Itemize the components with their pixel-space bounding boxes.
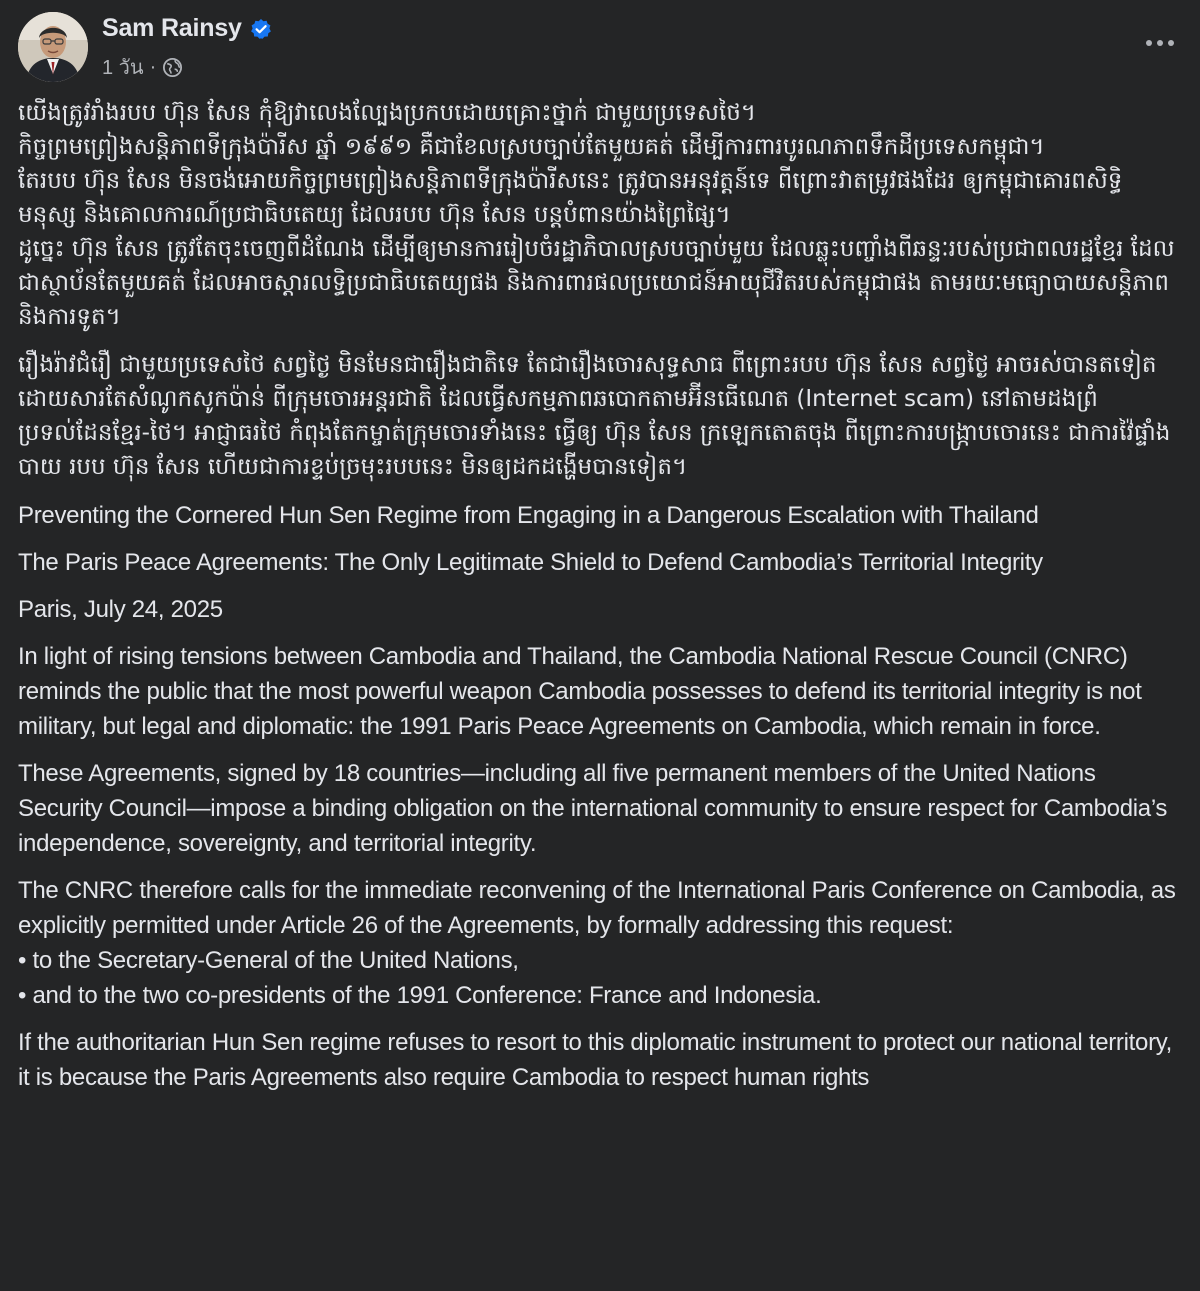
author-row <box>102 14 272 43</box>
post-timestamp[interactable]: 1 วัน <box>102 57 144 79</box>
author-name[interactable]: Sam Rainsy <box>102 14 242 42</box>
post-title-1: Preventing the Cornered Hun Sen Regime from Engaging in a Dangerous Escalation with Thailand <box>18 502 1039 529</box>
post-title-2: The Paris Peace Agreements: The Only Legitimate Shield to Defend Cambodia’s Territorial Integrity <box>18 549 1043 576</box>
body-paragraph-1: In light of rising tensions between Cambodia and Thailand, the Cambodia National Rescue Council (CNRC) reminds the public that the most powerful weapon Cambodia possesses to defend its territorial integrity is not military, but legal and diplomatic: the 1991 Paris Peace Agreements on Cambodia, which remain in force. <box>18 643 1142 740</box>
meta-separator: · <box>149 55 157 78</box>
post-meta <box>102 51 272 83</box>
body-paragraph-2: These Agreements, signed by 18 countries—including all five permanent members of the United Nations Security Council—impose a binding obligation on the international community to ensure respect for Cambodia’s independence, sovereignty, and territorial integrity. <box>18 760 1168 857</box>
post-header <box>18 12 1182 84</box>
khmer-paragraph-1: យើងត្រូវរាំងរបប ហ៊ុន សែន កុំឱ្យវាលេងល្បែងប្រកបដោយគ្រោះថ្នាក់ ជាមួយប្រទេសថៃ។ កិច្ចព្រមព្រៀងសន្តិភាពទីក្រុងប៉ារីស ឆ្នាំ ១៩៩១ គឺជាខែលស្របច្បាប់តែមួយគត់ ដើម្បីការពារបូរណភាពទឹកដីប្រទេសកម្ពុជា។ តែរបប ហ៊ុន សែន មិនចង់អោយកិច្ចព្រមព្រៀងសន្តិភាពទីក្រុងប៉ារីសនេះ ត្រូវបានអនុវត្តន៍ទេ ពីព្រោះវាតម្រូវផងដែរ ឲ្យកម្ពុជាគោរពសិទ្ធិមនុស្ស និងគោលការណ៍ប្រជាធិបតេយ្យ ដែលរបប ហ៊ុន សែន បន្តបំពានយ៉ាងព្រៃផ្សៃ។ ដូច្នេះ ហ៊ុន សែន ត្រូវតែចុះចេញពីដំណែង ដើម្បីឲ្យមានការរៀបចំរដ្ឋាភិបាលស្របច្បាប់មួយ ដែលឆ្លុះបញ្ចាំងពីឆន្ទៈរបស់ប្រជាពលរដ្ឋខ្មែរ ដែលជាស្ថាប័នតែមួយគត់ ដែលអាចស្តារលទ្ធិប្រជាធិបតេយ្យផង និងការពារផលប្រយោជន៍អាយុជីវិតរបស់កម្ពុជាផង តាមរយៈមធ្យោបាយសន្តិភាព និងការទូត។ <box>18 100 1175 330</box>
khmer-paragraph-2: រឿងរ៉ាវជំរឿ ជាមួយប្រទេសថៃ សព្វថ្ងៃ មិនមែនជារឿងជាតិទេ តែជារឿងចោរសុទ្ធសាធ ពីព្រោះរបប ហ៊ុន សែន សព្វថ្ងៃ អាចរស់បានតទៀត ដោយសារតែសំណូកសូកប៉ាន់ ពីក្រុមចោរអន្តរជាតិ ដែលធ្វើសកម្មភាពឆបោកតាមអ៊ីនធើណេត (Internet scam) នៅតាមដងព្រំប្រទល់ដែនខ្មែរ-ថៃ។ អាជ្ញាធរថៃ កំពុងតែកម្ចាត់ក្រុមចោរទាំងនេះ ធ្វើឲ្យ ហ៊ុន សែន ក្រឡេកតោតចុង ពីព្រោះការបង្ក្រាបចោរនេះ ជាការវ៉ៃផ្ទាំងបាយ របប ហ៊ុន សែន ហើយជាការខ្ទប់ច្រមុះរបបនេះ មិនឲ្យដកដង្ហើមបានទៀត។ <box>18 352 1171 480</box>
post-body <box>18 96 1178 1107</box>
verified-badge-icon <box>250 18 272 40</box>
avatar[interactable] <box>18 12 88 82</box>
globe-icon[interactable] <box>162 57 183 78</box>
avatar-portrait-icon <box>18 12 88 82</box>
body-paragraph-3: The CNRC therefore calls for the immediate reconvening of the International Paris Conference on Cambodia, as explicitly permitted under Article 26 of the Agreements, by formally addressing this request: • to the Secretary-General of the United Nations, • and to the two co-presidents of the 1991 Conference: France and Indonesia. <box>18 877 1176 1009</box>
more-options-button[interactable] <box>1138 26 1182 60</box>
body-paragraph-4: If the authoritarian Hun Sen regime refuses to resort to this diplomatic instrument to protect our national territory, it is because the Paris Agreements also require Cambodia to respect human rights <box>18 1029 1173 1091</box>
dateline: Paris, July 24, 2025 <box>18 596 223 623</box>
more-options-icon <box>1144 38 1176 48</box>
author-block <box>102 14 272 83</box>
